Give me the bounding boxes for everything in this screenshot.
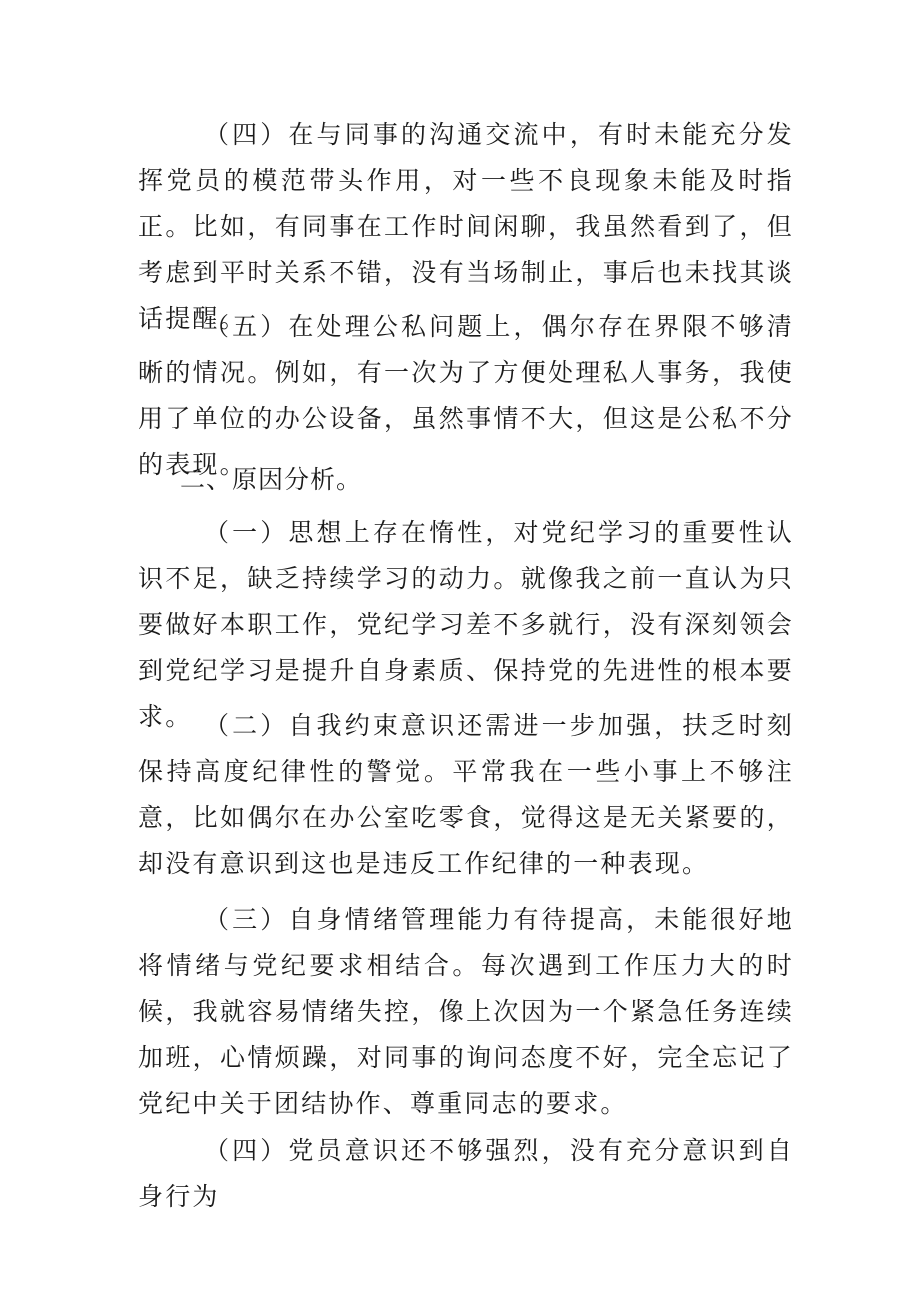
analysis-item-3-emotion: （三）自身情绪管理能力有待提高，未能很好地将情绪与党纪要求相结合。每次遇到工作压力大的时候，我就容易情绪失控，像上次因为一个紧急任务连续加班，心情烦躁，对同事的询问态度不好，完全忘记了党纪中关于团结协作、尊重同志的要求。 xyxy=(138,905,794,1118)
analysis-item-4-party-awareness: （四）党员意识还不够强烈，没有充分意识到自身行为 xyxy=(138,1136,794,1211)
analysis-item-1-thinking: （一）思想上存在惰性，对党纪学习的重要性认识不足，缺乏持续学习的动力。就像我之前一直认为只要做好本职工作，党纪学习差不多就行，没有深刻领会到党纪学习是提升自身素质、保持党的先进性的根本要求。 xyxy=(138,518,794,731)
section-heading-cause-analysis: 二、原因分析。 xyxy=(180,465,363,494)
analysis-item-2-self-discipline: （二）自我约束意识还需进一步加强，扶乏时刻保持高度纪律性的警觉。平常我在一些小事上不够注意，比如偶尔在办公室吃零食，觉得这是无关紧要的，却没有意识到这也是违反工作纪律的一种表现。 xyxy=(138,711,794,878)
paragraph-item-5-public-private: （五）在处理公私问题上，偶尔存在界限不够清晰的情况。例如，有一次为了方便处理私人事务，我使用了单位的办公设备，虽然事情不大，但这是公私不分的表现。 xyxy=(138,312,794,479)
paragraph-item-4-communication: （四）在与同事的沟通交流中，有时未能充分发挥党员的模范带头作用，对一些不良现象未能及时指正。比如，有同事在工作时间闲聊，我虽然看到了，但考虑到平时关系不错，没有当场制止，事后也未找其谈话提醒。 xyxy=(138,120,794,333)
